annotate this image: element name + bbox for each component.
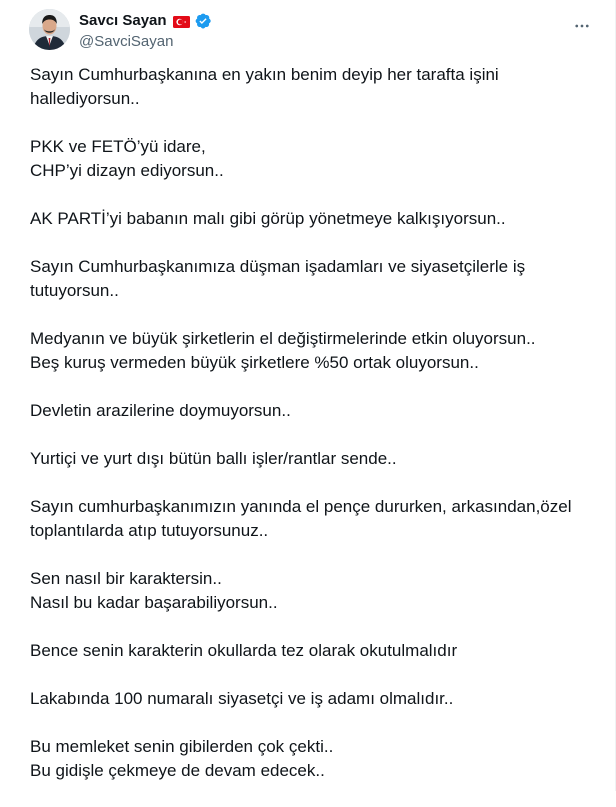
tweet-line: AK PARTİ’yi babanın malı gibi görüp yönetmeye kalkışıyorsun..: [30, 209, 506, 228]
tweet-line: Sayın cumhurbaşkanımızın yanında el pençe dururken, arkasından,özel: [30, 497, 572, 516]
tweet-paragraph: [30, 567, 590, 615]
tweet-line: Lakabında 100 numaralı siyasetçi ve iş adamı olmalıdır..: [30, 689, 454, 708]
tweet-paragraph: [30, 63, 590, 111]
tweet-line: hallediyorsun..: [30, 89, 140, 108]
more-options-button[interactable]: [565, 9, 599, 43]
tweet-paragraph: [30, 495, 590, 543]
verified-badge-icon[interactable]: [194, 12, 212, 30]
tweet-line: Bu memleket senin gibilerden çok çekti..: [30, 737, 334, 756]
tweet-line: toplantılarda atıp tutuyorsunuz..: [30, 521, 269, 540]
tweet-paragraph: [30, 639, 590, 663]
tweet-paragraph: [30, 327, 590, 375]
tweet-paragraph: [30, 135, 590, 183]
tweet-line: CHP’yi dizayn ediyorsun..: [30, 161, 224, 180]
tweet-line: tutuyorsun..: [30, 281, 119, 300]
tweet-paragraph: [30, 255, 590, 303]
tweet-header: [29, 9, 599, 53]
tweet-line: Bu gidişle çekmeye de devam edecek..: [30, 761, 325, 780]
tweet-text: [30, 63, 590, 807]
name-row: [79, 11, 212, 31]
tweet-line: Sayın Cumhurbaşkanına en yakın benim deyip her tarafta işini: [30, 65, 499, 84]
tweet-line: Yurtiçi ve yurt dışı bütün ballı işler/rantlar sende..: [30, 449, 397, 468]
avatar-image: [29, 9, 70, 50]
tweet-line: Devletin arazilerine doymuyorsun..: [30, 401, 291, 420]
tweet-paragraph: [30, 399, 590, 423]
more-horizontal-icon: [573, 17, 591, 35]
tweet-line: Nasıl bu kadar başarabiliyorsun..: [30, 593, 278, 612]
tweet-line: Medyanın ve büyük şirketlerin el değiştirmelerinde etkin oluyorsun..: [30, 329, 536, 348]
turkey-flag-icon: [173, 15, 190, 27]
tweet-paragraph: [30, 447, 590, 471]
tweet-paragraph: [30, 687, 590, 711]
user-handle[interactable]: @SavciSayan: [79, 33, 174, 50]
tweet-line: Sayın Cumhurbaşkanımıza düşman işadamları ve siyasetçilerle iş: [30, 257, 526, 276]
tweet-line: Beş kuruş vermeden büyük şirketlere %50 ortak oluyorsun..: [30, 353, 479, 372]
tweet-line: Sen nasıl bir karaktersin..: [30, 569, 222, 588]
avatar[interactable]: [29, 9, 70, 50]
tweet-line: Bence senin karakterin okullarda tez olarak okutulmalıdır: [30, 641, 458, 660]
tweet-paragraph: [30, 207, 590, 231]
tweet-line: PKK ve FETÖ’yü idare,: [30, 137, 206, 156]
tweet-paragraph: [30, 735, 590, 783]
display-name[interactable]: Savcı Sayan: [79, 12, 167, 29]
